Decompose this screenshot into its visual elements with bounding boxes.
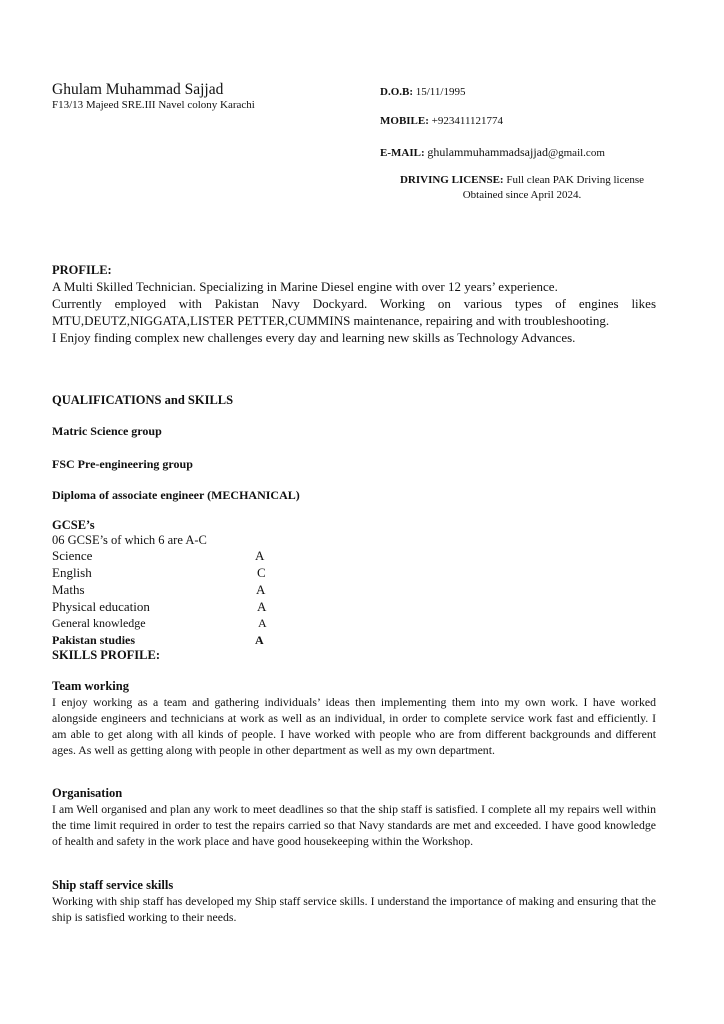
gcse-grades-table — [52, 548, 292, 650]
gcse-grade: A — [257, 599, 267, 614]
gcse-subject: General knowledge — [52, 616, 146, 630]
gcse-grade: A — [256, 582, 266, 597]
license-value: Full clean PAK Driving license — [506, 174, 645, 186]
gcse-heading: GCSE’s — [52, 518, 95, 532]
dob-line — [380, 86, 465, 98]
qualification-item: FSC Pre-engineering group — [52, 457, 193, 471]
gcse-subject: English — [52, 565, 92, 580]
gcse-grade: A — [255, 548, 265, 563]
email-line — [380, 145, 605, 160]
gcse-subject: Maths — [52, 582, 85, 597]
dob-value: 15/11/1995 — [415, 86, 466, 98]
email-domain: @gmail.com — [548, 147, 605, 159]
dob-label: D.O.B: — [380, 86, 413, 98]
gcse-grade: A — [258, 616, 267, 630]
organisation-heading: Organisation — [52, 786, 123, 800]
email-label: E-MAIL: — [380, 147, 425, 159]
candidate-name: Ghulam Muhammad Sajjad — [52, 81, 224, 98]
table-row — [52, 582, 292, 599]
table-row — [52, 548, 292, 565]
profile-paragraph-2: Currently employed with Pakistan Navy Dockyard. Working on various types of engines likes MTU,DEUTZ,NIGGATA,LISTER PETTER,CUMMINS maintenance, repairing and with troubleshooting. — [52, 296, 656, 328]
license-label: DRIVING LICENSE: — [399, 174, 504, 186]
ship-staff-heading: Ship staff service skills — [52, 878, 174, 892]
license-block — [360, 173, 684, 203]
mobile-value: +923411121774 — [431, 115, 504, 127]
mobile-line — [380, 115, 503, 127]
table-row — [52, 616, 292, 633]
gcse-subject: Pakistan studies — [52, 633, 136, 647]
table-row — [52, 599, 292, 616]
qualifications-heading: QUALIFICATIONS and SKILLS — [52, 393, 234, 407]
profile-line-1: A Multi Skilled Technician. Specializing in Marine Diesel engine with over 12 years’ experience. — [52, 279, 558, 294]
gcse-subject: Science — [52, 548, 93, 563]
gcse-grade: A — [255, 633, 264, 647]
license-line2: Obtained since April 2024. — [462, 189, 582, 201]
table-row — [52, 565, 292, 582]
profile-heading: PROFILE: — [52, 263, 112, 277]
qualification-item: Diploma of associate engineer (MECHANICAL) — [52, 488, 300, 502]
gcse-summary: 06 GCSE’s of which 6 are A-C — [52, 533, 207, 547]
team-working-heading: Team working — [52, 679, 129, 693]
qualification-item: Matric Science group — [52, 424, 162, 438]
profile-text — [52, 278, 656, 346]
gcse-subject: Physical education — [52, 599, 150, 614]
email-user: ghulammuhammadsajjad — [427, 145, 548, 159]
organisation-text: I am Well organised and plan any work to meet deadlines so that the ship staff is satisfied. I complete all my repairs well within the time limit required in order to test the repairs carried so that Navy standards are met and exceeded. I have good knowledge of health and safety in the work place and have good housekeeping within the Workshop. — [52, 802, 656, 848]
skills-heading: SKILLS PROFILE: — [52, 648, 161, 662]
mobile-label: MOBILE: — [380, 115, 429, 127]
profile-line-3: I Enjoy finding complex new challenges every day and learning new skills as Technology Advances. — [52, 330, 576, 345]
candidate-address: F13/13 Majeed SRE.III Navel colony Karachi — [52, 99, 255, 111]
team-working-text: I enjoy working as a team and gathering individuals’ ideas then implementing them into my own work. I have worked alongside engineers and technicians at work as well as an individual, in order to complete service work fast and efficiently. I am able to get along with all kinds of people. I have worked with people who are from different backgrounds and different ages. As well as getting along with people in other department as well as my own department. — [52, 695, 656, 757]
ship-staff-text: Working with ship staff has developed my Ship staff service skills. I understand the importance of making and ensuring that the ship is satisfied working to their needs. — [52, 894, 656, 924]
gcse-grade: C — [257, 565, 266, 580]
